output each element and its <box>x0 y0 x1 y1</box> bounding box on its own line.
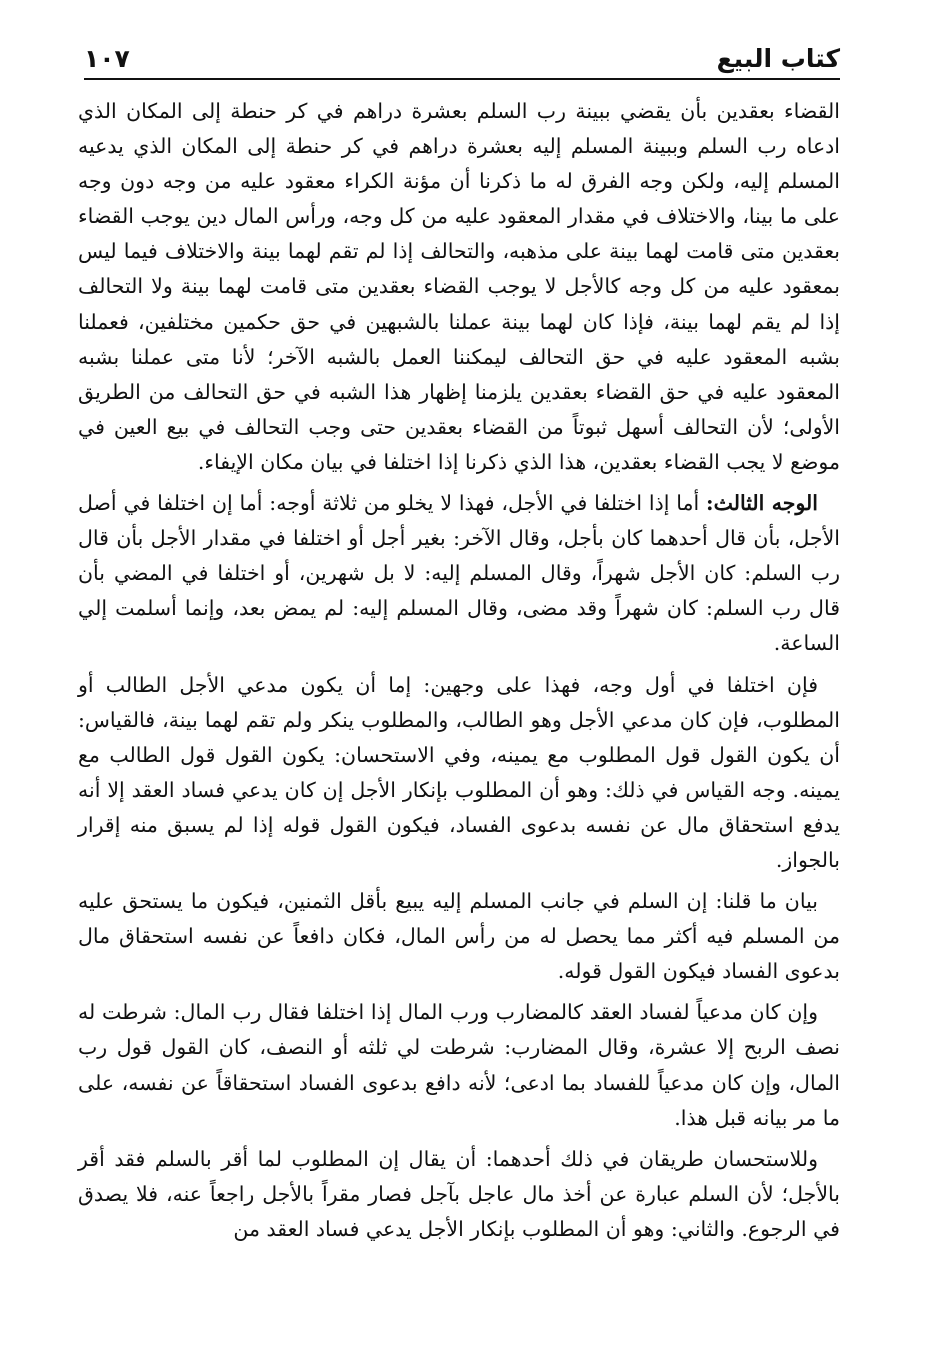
paragraph <box>78 486 840 661</box>
paragraph-text: وللاستحسان طريقان في ذلك أحدهما: أن يقال إن المطلوب لما أقر بالسلم فقد أقر بالأجل؛ لأن السلم عبارة عن أخذ مال عاجل بآجل فصار مقراً بالأجل راجعاً عنه، فلا يصدق في الرجوع. والثاني: وهو أن المطلوب بإنكار الأجل يدعي فساد العقد من <box>78 1146 840 1241</box>
page-header <box>84 30 840 76</box>
paragraph-text: بيان ما قلنا: إن السلم في جانب المسلم إليه يبيع بأقل الثمنين، فيكون ما يستحق عليه من المسلم فيه أكثر مما يحصل له من رأس المال، فكان دافعاً عن نفسه استحقاق مال بدعوى الفساد فيكون القول قوله. <box>78 889 840 984</box>
paragraph <box>78 884 840 989</box>
paragraph-text: القضاء بعقدين بأن يقضي ببينة رب السلم بعشرة دراهم في كر حنطة إلى المكان الذي ادعاه رب السلم وببينة المسلم إليه بعشرة دراهم في كر حنطة إلى المكان الذي يدعيه المسلم إليه، ولكن وجه الفرق له ما ذكرنا أن مؤنة الكراء معقود عليه من وجه دون وجه على ما بينا، والاختلاف في مقدار المعقود عليه من كل وجه، ورأس المال دين يوجب القضاء بعقدين متى قامت لهما بينة على مذهبه، والتحالف إذا لم تقم لهما بينة والاختلاف فيما ليس بمعقود عليه من كل وجه كالأجل لا يوجب القضاء بعقدين متى قامت لهما بينة ولا التحالف إذا لم يقم لهما بينة، فإذا كان لهما بينة عملنا بالشبهين في حق حكمين مختلفين، فعملنا بشبه المعقود عليه في حق التحالف ليمكننا العمل بالشبه الآخر؛ لأنا متى عملنا بشبه المعقود عليه في حق القضاء بعقدين يلزمنا إظهار هذا الشبه في حق التحالف من الطريق الأولى؛ لأن التحالف أسهل ثبوتاً من القضاء بعقدين حتى وجب التحالف في بيع العين في موضع لا يجب القضاء بعقدين، هذا الذي ذكرنا إذا اختلفا في بيان مكان الإيفاء. <box>78 99 840 474</box>
section-heading: الوجه الثالث: <box>706 491 818 516</box>
page-number: ١٠٧ <box>84 44 130 73</box>
header-rule <box>84 78 840 80</box>
paragraph <box>78 94 840 480</box>
paragraph <box>78 668 840 879</box>
paragraph-text: وإن كان مدعياً لفساد العقد كالمضارب ورب المال إذا اختلفا فقال رب المال: شرطت له نصف الربح إلا عشرة، وقال المضارب: شرطت لي ثلثه أو النصف، كان القول قول رب المال، وإن كان مدعياً للفساد بما ادعى؛ لأنه دافع بدعوى الفساد استحقاقاً عن نفسه، على ما مر بيانه قبل هذا. <box>78 1000 840 1130</box>
paragraph-text: أما إذا اختلفا في الأجل، فهذا لا يخلو من ثلاثة أوجه: أما إن اختلفا في أصل الأجل، بأن قال أحدهما كان بأجل، وقال الآخر: بغير أجل أو اختلفا في مقدار الأجل بأن قال رب السلم: كان الأجل شهراً، وقال المسلم إليه: لا بل شهرين، أو اختلفا في المضي بأن قال رب السلم: كان شهراً وقد مضى، وقال المسلم إليه: لم يمض بعد، وإنما أسلمت إلي الساعة. <box>78 491 840 656</box>
paragraph <box>78 995 840 1135</box>
paragraph-text: فإن اختلفا في أول وجه، فهذا على وجهين: إما أن يكون مدعي الأجل الطالب أو المطلوب، فإن كان مدعي الأجل وهو الطالب، والمطلوب ينكر ولم تقم لهما بينة، فالقياس: أن يكون القول قول المطلوب مع يمينه، وفي الاستحسان: يكون القول قول الطالب مع يمينه. وجه القياس في ذلك: وهو أن المطلوب بإنكار الأجل إن كان يدعي فساد العقد إلا أنه يدفع استحقاق مال عن نفسه بدعوى الفساد، فيكون القول قوله إذا لم يسبق منه إقرار بالجواز. <box>78 672 840 872</box>
body-text <box>78 94 840 1247</box>
paragraph <box>78 1142 840 1247</box>
running-title: كتاب البيع <box>716 44 840 73</box>
